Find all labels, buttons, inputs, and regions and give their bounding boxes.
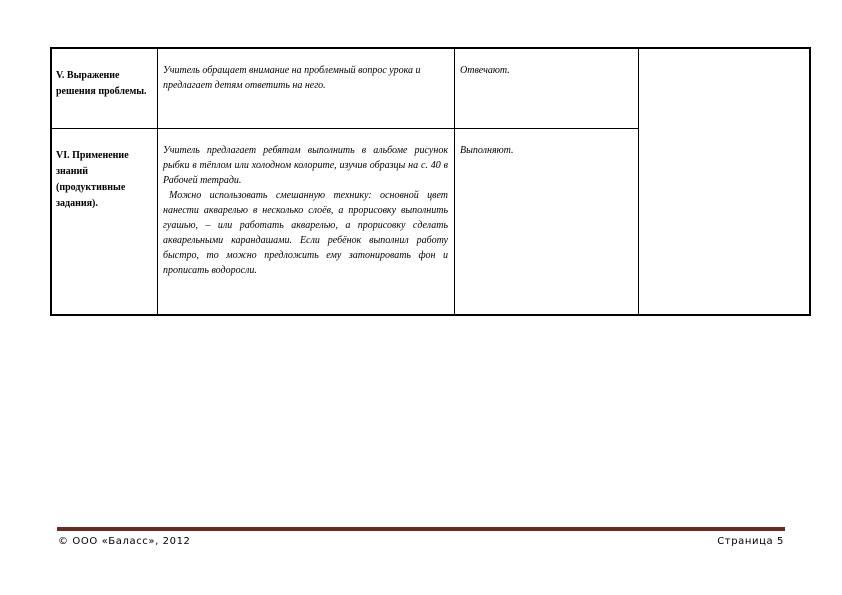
student-activity-cell (455, 48, 639, 129)
teacher-activity-cell (158, 129, 455, 316)
stage-cell (51, 48, 158, 129)
lesson-plan-table (50, 47, 811, 316)
footer-page-number: Страница 5 (717, 536, 784, 547)
stage-label: VI. Применение знаний (продуктивные задания). (56, 150, 129, 209)
teacher-activity-cell (158, 48, 455, 129)
stage-cell (51, 129, 158, 316)
stage-label: V. Выражение решения проблемы. (56, 70, 147, 97)
student-activity-text: Выполняют. (460, 145, 514, 156)
notes-cell (639, 48, 811, 315)
student-activity-text: Отвечают. (460, 65, 510, 76)
student-activity-cell (455, 129, 639, 316)
table-row (51, 48, 810, 129)
teacher-activity-text: Учитель предлагает ребятам выполнить в альбоме рисунок рыбки в тёплом или холодном колорите, изучив образцы на с. 40 в Рабочей тетради. Можно использовать смешанную технику: основной цвет нанести акварелью в несколько слоёв, а прорисовку выполнить гуашью, – или работать акварелью, а прорисовку сделать акварельными карандашами. Если ребёнок выполнил работу быстро, то можно предложить ему затонировать фон и прописать водоросли. (163, 145, 448, 276)
teacher-activity-text: Учитель обращает внимание на проблемный вопрос урока и предлагает детям ответить на него. (163, 65, 421, 91)
footer-copyright: © ООО «Баласс», 2012 (58, 536, 191, 547)
footer-rule (57, 527, 785, 531)
